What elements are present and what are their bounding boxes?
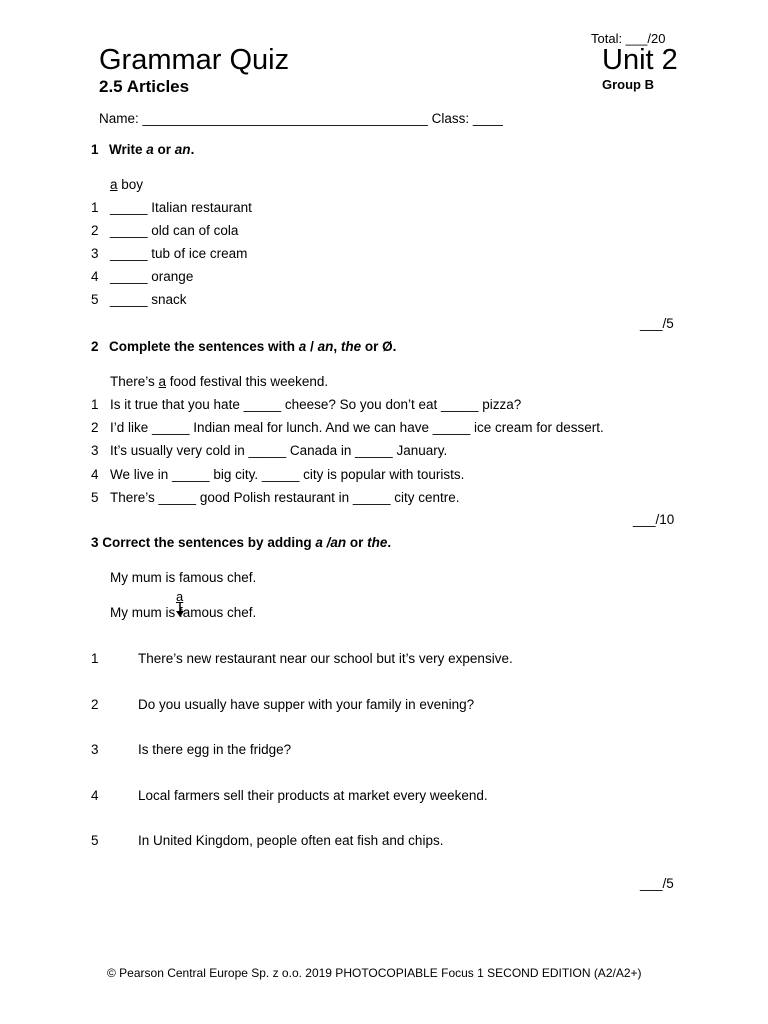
item-text: _____ tub of ice cream: [110, 246, 248, 261]
list-item: [91, 833, 443, 848]
item-text: _____ orange: [110, 269, 194, 284]
item-number: 1: [91, 200, 99, 215]
list-item: [91, 420, 604, 435]
example-text: famous chef.: [175, 605, 257, 620]
instr-text: or: [346, 535, 368, 550]
item-text: _____ old can of cola: [110, 223, 239, 238]
section-3-example-insert: a: [176, 589, 184, 604]
item-number: 3: [91, 742, 99, 757]
example-text: There’s: [110, 374, 159, 389]
group-label: Group B: [602, 77, 654, 92]
item-text: It’s usually very cold in _____ Canada in _____ January.: [110, 443, 448, 459]
item-text: Do you usually have supper with your family in evening?: [138, 696, 475, 712]
list-item: [91, 788, 488, 803]
item-number: 3: [91, 443, 99, 459]
instr-a: a: [298, 339, 307, 354]
item-text: Is there egg in the fridge?: [138, 742, 292, 757]
example-text: My mum is: [110, 605, 176, 620]
section-2-number: 2: [91, 339, 99, 354]
list-item: [91, 490, 459, 505]
section-1-instruction: [91, 142, 194, 157]
list-item: [91, 397, 521, 412]
item-number: 2: [91, 420, 99, 436]
instr-text: .: [387, 535, 392, 550]
example-text: boy: [117, 177, 144, 192]
item-text: Is it true that you hate _____ cheese? So you don’t eat _____ pizza?: [110, 397, 522, 412]
item-text: I’d like _____ Indian meal for lunch. And we can have _____ ice cream for dessert.: [110, 420, 604, 436]
item-text: There’s new restaurant near our school but it’s very expensive.: [138, 651, 513, 666]
item-number: 4: [91, 787, 99, 803]
unit-label: Unit 2: [602, 44, 678, 76]
item-text: There’s _____ good Polish restaurant in _____ city centre.: [110, 489, 460, 505]
instr-text: .: [190, 142, 195, 157]
copyright-footer: © Pearson Central Europe Sp. z o.o. 2019 PHOTOCOPIABLE Focus 1 SECOND EDITION (A2/A2+): [107, 966, 642, 980]
section-1-example: [110, 177, 143, 192]
item-number: 5: [91, 292, 99, 307]
section-3-example-corrected: [110, 605, 256, 620]
instr-a: a: [146, 142, 154, 157]
item-number: 5: [91, 833, 99, 848]
item-number: 2: [91, 223, 99, 238]
item-number: 1: [91, 651, 99, 666]
list-item: [91, 467, 464, 482]
item-text: We live in _____ big city. _____ city is popular with tourists.: [110, 466, 465, 482]
example-answer: a: [158, 374, 167, 389]
section-2-instruction: [91, 339, 396, 354]
instr-text: /: [306, 339, 318, 354]
section-3-example-original: My mum is famous chef.: [110, 570, 257, 585]
item-text: _____ snack: [110, 292, 187, 307]
item-text: _____ Italian restaurant: [110, 200, 252, 215]
list-item: [91, 697, 474, 712]
quiz-title: Grammar Quiz: [99, 44, 290, 76]
item-text: In United Kingdom, people often eat fish and chips.: [138, 833, 444, 848]
item-number: 2: [91, 696, 99, 712]
list-item: [91, 200, 252, 215]
instr-the: the: [340, 339, 362, 354]
instr-text: or Ø.: [361, 339, 397, 354]
list-item: [91, 223, 238, 238]
list-item: [91, 443, 447, 458]
instr-a-an: a /an: [315, 535, 347, 550]
list-item: [91, 651, 513, 666]
item-number: 5: [91, 489, 99, 505]
section-3-score: ___/5: [640, 876, 674, 891]
item-number: 4: [91, 269, 99, 284]
example-answer: a: [110, 177, 118, 192]
instr-an: an: [174, 142, 191, 157]
instr-text: Write: [109, 142, 147, 157]
item-number: 1: [91, 397, 99, 412]
section-1-score: ___/5: [640, 316, 674, 331]
list-item: [91, 246, 247, 261]
instr-text: Complete the sentences with: [109, 339, 299, 354]
quiz-subtitle: 2.5 Articles: [99, 77, 190, 96]
section-2-score: ___/10: [633, 512, 675, 527]
example-text: food festival this weekend.: [166, 374, 329, 389]
list-item: [91, 292, 187, 307]
instr-text: ,: [333, 339, 341, 354]
total-score: Total: ___/20: [591, 31, 666, 46]
instr-the: the: [367, 535, 388, 550]
list-item: [91, 742, 291, 757]
item-number: 4: [91, 466, 99, 482]
item-text: Local farmers sell their products at market every weekend.: [138, 787, 488, 803]
section-2-example: [110, 374, 328, 389]
instr-text: 3 Correct the sentences by adding: [91, 535, 316, 550]
section-3-instruction: [91, 535, 391, 550]
section-1-number: 1: [91, 142, 99, 157]
name-class-line: Name: ______________________________________ Class: ____: [99, 111, 503, 126]
item-number: 3: [91, 246, 99, 261]
instr-an: an: [317, 339, 334, 354]
instr-text: or: [153, 142, 175, 157]
list-item: [91, 269, 193, 284]
